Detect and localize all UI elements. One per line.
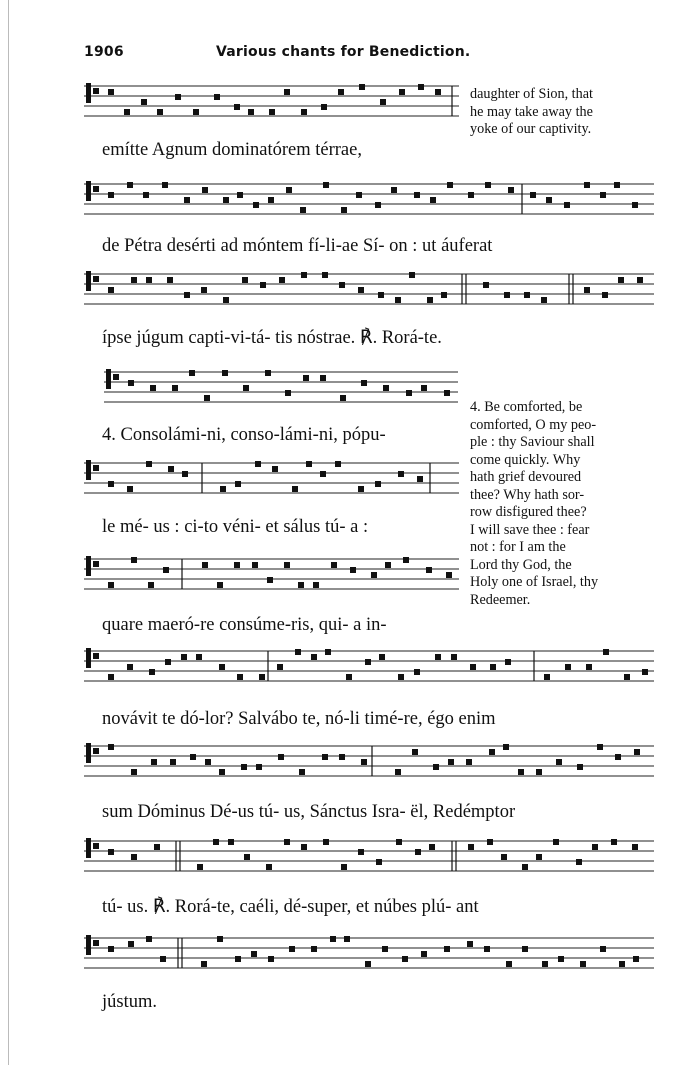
- neume-note: [182, 471, 188, 477]
- neume-note: [269, 109, 275, 115]
- neume-note: [470, 664, 476, 670]
- music-staff-10: [84, 932, 654, 984]
- neume-note: [350, 567, 356, 573]
- neume-note: [108, 744, 114, 750]
- music-staff-3: [84, 268, 654, 320]
- music-staff-4: [104, 366, 458, 414]
- neume-note: [190, 754, 196, 760]
- neume-note: [421, 951, 427, 957]
- neume-note: [157, 109, 163, 115]
- neume-note: [260, 282, 266, 288]
- clef-mark: [86, 648, 91, 668]
- neume-note: [223, 297, 229, 303]
- neume-note: [417, 476, 423, 482]
- neume-note: [163, 567, 169, 573]
- neume-note: [344, 936, 350, 942]
- neume-note: [558, 956, 564, 962]
- neume-note: [391, 187, 397, 193]
- neume-note: [584, 182, 590, 188]
- clef-mark: [86, 271, 91, 291]
- neume-note: [220, 486, 226, 492]
- neume-note: [346, 674, 352, 680]
- neume-note: [339, 282, 345, 288]
- neume-note: [131, 854, 137, 860]
- neume-note: [325, 649, 331, 655]
- neume-note: [289, 946, 295, 952]
- neume-note: [108, 481, 114, 487]
- neume-note: [358, 486, 364, 492]
- neume-note: [108, 946, 114, 952]
- neume-note: [414, 192, 420, 198]
- clef-mark: [93, 465, 99, 471]
- neume-note: [151, 759, 157, 765]
- neume-note: [235, 956, 241, 962]
- neume-note: [237, 192, 243, 198]
- neume-note: [259, 674, 265, 680]
- neume-note: [600, 946, 606, 952]
- neume-note: [184, 197, 190, 203]
- neume-note: [637, 277, 643, 283]
- neume-note: [214, 94, 220, 100]
- neume-note: [429, 844, 435, 850]
- clef-mark: [93, 940, 99, 946]
- neume-note: [544, 674, 550, 680]
- staff-svg: [84, 932, 654, 980]
- neume-note: [365, 961, 371, 967]
- neume-note: [162, 182, 168, 188]
- neume-note: [146, 277, 152, 283]
- neume-note: [503, 744, 509, 750]
- neume-note: [506, 961, 512, 967]
- neume-note: [217, 582, 223, 588]
- clef-mark: [113, 374, 119, 380]
- neume-note: [584, 287, 590, 293]
- neume-note: [204, 395, 210, 401]
- neume-note: [536, 769, 542, 775]
- neume-note: [395, 769, 401, 775]
- neume-note: [322, 272, 328, 278]
- neume-note: [633, 956, 639, 962]
- neume-note: [311, 946, 317, 952]
- neume-note: [243, 385, 249, 391]
- clef-mark: [86, 83, 91, 103]
- neume-note: [299, 769, 305, 775]
- staff-svg: [84, 268, 654, 316]
- neume-note: [632, 844, 638, 850]
- clef-mark: [93, 843, 99, 849]
- neume-note: [244, 854, 250, 860]
- neume-note: [444, 390, 450, 396]
- neume-note: [383, 385, 389, 391]
- neume-note: [435, 89, 441, 95]
- neume-note: [444, 946, 450, 952]
- neume-note: [170, 759, 176, 765]
- neume-note: [433, 764, 439, 770]
- neume-note: [228, 839, 234, 845]
- neume-note: [418, 84, 424, 90]
- neume-note: [323, 182, 329, 188]
- neume-note: [435, 654, 441, 660]
- lyric-line-9: tú- us. ℟. Rorá-te, caéli, dé-super, et núbes plú- ant: [102, 897, 479, 917]
- neume-note: [108, 849, 114, 855]
- music-staff-7: [84, 645, 654, 697]
- neume-note: [255, 461, 261, 467]
- neume-note: [586, 664, 592, 670]
- neume-note: [148, 582, 154, 588]
- neume-note: [146, 936, 152, 942]
- clef-mark: [93, 748, 99, 754]
- neume-note: [365, 659, 371, 665]
- neume-note: [603, 649, 609, 655]
- neume-note: [542, 961, 548, 967]
- neume-note: [331, 562, 337, 568]
- neume-note: [412, 749, 418, 755]
- neume-note: [222, 370, 228, 376]
- neume-note: [634, 749, 640, 755]
- staff-svg: [84, 740, 654, 788]
- neume-note: [252, 562, 258, 568]
- neume-note: [426, 567, 432, 573]
- clef-mark: [93, 561, 99, 567]
- neume-note: [399, 89, 405, 95]
- neume-note: [256, 764, 262, 770]
- neume-note: [131, 557, 137, 563]
- neume-note: [379, 654, 385, 660]
- neume-note: [375, 202, 381, 208]
- neume-note: [251, 951, 257, 957]
- clef-mark: [86, 556, 91, 576]
- neume-note: [320, 471, 326, 477]
- neume-note: [193, 109, 199, 115]
- neume-note: [242, 277, 248, 283]
- neume-note: [448, 759, 454, 765]
- neume-note: [522, 864, 528, 870]
- neume-note: [301, 109, 307, 115]
- neume-note: [300, 207, 306, 213]
- neume-note: [321, 104, 327, 110]
- neume-note: [268, 956, 274, 962]
- neume-note: [406, 390, 412, 396]
- neume-note: [213, 839, 219, 845]
- neume-note: [505, 659, 511, 665]
- staff-svg: [84, 835, 654, 883]
- neume-note: [361, 759, 367, 765]
- neume-note: [301, 272, 307, 278]
- neume-note: [536, 854, 542, 860]
- neume-note: [172, 385, 178, 391]
- neume-note: [615, 754, 621, 760]
- neume-note: [160, 956, 166, 962]
- neume-note: [131, 769, 137, 775]
- neume-note: [361, 380, 367, 386]
- neume-note: [409, 272, 415, 278]
- neume-note: [272, 466, 278, 472]
- neume-note: [508, 187, 514, 193]
- neume-note: [341, 864, 347, 870]
- neume-note: [154, 844, 160, 850]
- neume-note: [385, 562, 391, 568]
- neume-note: [197, 864, 203, 870]
- neume-note: [447, 182, 453, 188]
- neume-note: [518, 769, 524, 775]
- neume-note: [266, 864, 272, 870]
- neume-note: [223, 197, 229, 203]
- lyric-line-1: emítte Agnum dominatórem térrae,: [102, 140, 362, 160]
- neume-note: [128, 941, 134, 947]
- translation-main: 4. Be comforted, be comforted, O my peo- ple : thy Saviour shall come quickly. Why hath grief devoured thee? Why hath sor- row disfigured thee? I will save thee : fear not : for I am the Lord thy God, the Holy one of Israel, thy Redeemer.: [470, 399, 599, 608]
- clef-mark: [106, 369, 111, 389]
- neume-note: [504, 292, 510, 298]
- music-staff-9: [84, 835, 654, 887]
- clef-mark: [86, 743, 91, 763]
- page-edge-line: [8, 0, 9, 1065]
- neume-note: [234, 104, 240, 110]
- neume-note: [614, 182, 620, 188]
- neume-note: [441, 292, 447, 298]
- staff-svg: [84, 80, 459, 128]
- neume-note: [168, 466, 174, 472]
- neume-note: [165, 659, 171, 665]
- neume-note: [341, 207, 347, 213]
- neume-note: [530, 192, 536, 198]
- neume-note: [451, 654, 457, 660]
- neume-note: [427, 297, 433, 303]
- neume-note: [205, 759, 211, 765]
- neume-note: [485, 182, 491, 188]
- neume-note: [403, 557, 409, 563]
- neume-note: [600, 192, 606, 198]
- neume-note: [468, 844, 474, 850]
- neume-note: [201, 287, 207, 293]
- neume-note: [124, 109, 130, 115]
- neume-note: [359, 84, 365, 90]
- neume-note: [376, 859, 382, 865]
- neume-note: [127, 664, 133, 670]
- neume-note: [576, 859, 582, 865]
- neume-note: [267, 577, 273, 583]
- neume-note: [241, 764, 247, 770]
- staff-svg: [84, 178, 654, 226]
- neume-note: [597, 744, 603, 750]
- neume-note: [295, 649, 301, 655]
- neume-note: [468, 192, 474, 198]
- neume-note: [396, 839, 402, 845]
- neume-note: [592, 844, 598, 850]
- neume-note: [338, 89, 344, 95]
- clef-mark: [86, 935, 91, 955]
- neume-note: [467, 941, 473, 947]
- lyric-line-4: 4. Consolámi-ni, conso-lámi-ni, pópu-: [102, 425, 386, 445]
- neume-note: [466, 759, 472, 765]
- neume-note: [577, 764, 583, 770]
- neume-note: [286, 187, 292, 193]
- neume-note: [489, 749, 495, 755]
- neume-note: [284, 89, 290, 95]
- neume-note: [358, 849, 364, 855]
- music-staff-5: [84, 457, 459, 507]
- neume-note: [430, 197, 436, 203]
- clef-mark: [86, 838, 91, 858]
- lyric-line-3: ípse júgum capti-vi-tá- tis nóstrae. ℟. Rorá-te.: [102, 328, 442, 348]
- neume-note: [278, 754, 284, 760]
- clef-mark: [86, 181, 91, 201]
- neume-note: [303, 375, 309, 381]
- staff-svg: [84, 645, 654, 693]
- neume-note: [358, 287, 364, 293]
- neume-note: [490, 664, 496, 670]
- neume-note: [553, 839, 559, 845]
- neume-note: [131, 277, 137, 283]
- neume-note: [279, 277, 285, 283]
- neume-note: [632, 202, 638, 208]
- neume-note: [248, 109, 254, 115]
- neume-note: [487, 839, 493, 845]
- neume-note: [320, 375, 326, 381]
- neume-note: [323, 839, 329, 845]
- neume-note: [284, 562, 290, 568]
- neume-note: [524, 292, 530, 298]
- neume-note: [298, 582, 304, 588]
- staff-svg: [104, 366, 458, 414]
- neume-note: [546, 197, 552, 203]
- neume-note: [556, 759, 562, 765]
- neume-note: [268, 197, 274, 203]
- neume-note: [624, 674, 630, 680]
- neume-note: [330, 936, 336, 942]
- neume-note: [415, 849, 421, 855]
- lyric-line-2: de Pétra desérti ad móntem fí-li-ae Sí- on : ut áuferat: [102, 236, 493, 256]
- neume-note: [202, 562, 208, 568]
- music-staff-6: [84, 553, 459, 605]
- neume-note: [265, 370, 271, 376]
- neume-note: [611, 839, 617, 845]
- neume-note: [108, 582, 114, 588]
- music-staff-8: [84, 740, 654, 792]
- neume-note: [237, 674, 243, 680]
- neume-note: [181, 654, 187, 660]
- neume-note: [143, 192, 149, 198]
- page-number: 1906: [84, 44, 124, 60]
- neume-note: [602, 292, 608, 298]
- neume-note: [146, 461, 152, 467]
- neume-note: [375, 481, 381, 487]
- neume-note: [234, 562, 240, 568]
- lyric-line-6: quare maeró-re consúme-ris, qui- a in-: [102, 615, 387, 635]
- neume-note: [335, 461, 341, 467]
- neume-note: [201, 961, 207, 967]
- neume-note: [580, 961, 586, 967]
- neume-note: [141, 99, 147, 105]
- translation-top: daughter of Sion, that he may take away the yoke of our captivity.: [470, 86, 593, 137]
- lyric-line-5: le mé- us : ci-to véni- et sálus tú- a :: [102, 517, 369, 537]
- neume-note: [108, 287, 114, 293]
- neume-note: [285, 390, 291, 396]
- neume-note: [619, 961, 625, 967]
- neume-note: [522, 946, 528, 952]
- neume-note: [356, 192, 362, 198]
- neume-note: [483, 282, 489, 288]
- music-staff-2: [84, 178, 654, 230]
- clef-mark: [86, 460, 91, 480]
- neume-note: [196, 654, 202, 660]
- neume-note: [378, 292, 384, 298]
- neume-note: [398, 471, 404, 477]
- clef-mark: [93, 276, 99, 282]
- neume-note: [484, 946, 490, 952]
- neume-note: [322, 754, 328, 760]
- neume-note: [541, 297, 547, 303]
- staff-svg: [84, 553, 459, 601]
- neume-note: [128, 380, 134, 386]
- neume-note: [235, 481, 241, 487]
- neume-note: [446, 572, 452, 578]
- neume-note: [127, 182, 133, 188]
- neume-note: [395, 297, 401, 303]
- neume-note: [127, 486, 133, 492]
- lyric-line-7: novávit te dó-lor? Salvábo te, nó-li timé-re, égo enim: [102, 709, 496, 729]
- neume-note: [219, 664, 225, 670]
- neume-note: [313, 582, 319, 588]
- neume-note: [150, 385, 156, 391]
- neume-note: [642, 669, 648, 675]
- neume-note: [175, 94, 181, 100]
- neume-note: [149, 669, 155, 675]
- neume-note: [565, 664, 571, 670]
- neume-note: [202, 187, 208, 193]
- staff-svg: [84, 457, 459, 505]
- lyric-line-10: jústum.: [102, 992, 157, 1012]
- neume-note: [618, 277, 624, 283]
- neume-note: [108, 89, 114, 95]
- lyric-line-8: sum Dóminus Dé-us tú- us, Sánctus Isra- ël, Redémptor: [102, 802, 516, 822]
- neume-note: [339, 754, 345, 760]
- neume-note: [380, 99, 386, 105]
- neume-note: [501, 854, 507, 860]
- neume-note: [108, 674, 114, 680]
- neume-note: [108, 192, 114, 198]
- neume-note: [340, 395, 346, 401]
- clef-mark: [93, 88, 99, 94]
- neume-note: [167, 277, 173, 283]
- neume-note: [311, 654, 317, 660]
- neume-note: [219, 769, 225, 775]
- clef-mark: [93, 653, 99, 659]
- neume-note: [398, 674, 404, 680]
- neume-note: [277, 664, 283, 670]
- neume-note: [284, 839, 290, 845]
- neume-note: [402, 956, 408, 962]
- neume-note: [421, 385, 427, 391]
- clef-mark: [93, 186, 99, 192]
- neume-note: [414, 669, 420, 675]
- neume-note: [382, 946, 388, 952]
- music-staff-1: [84, 80, 459, 132]
- neume-note: [564, 202, 570, 208]
- neume-note: [301, 844, 307, 850]
- neume-note: [306, 461, 312, 467]
- neume-note: [217, 936, 223, 942]
- neume-note: [292, 486, 298, 492]
- page-title: Various chants for Benediction.: [216, 44, 471, 60]
- neume-note: [184, 292, 190, 298]
- neume-note: [371, 572, 377, 578]
- neume-note: [189, 370, 195, 376]
- neume-note: [253, 202, 259, 208]
